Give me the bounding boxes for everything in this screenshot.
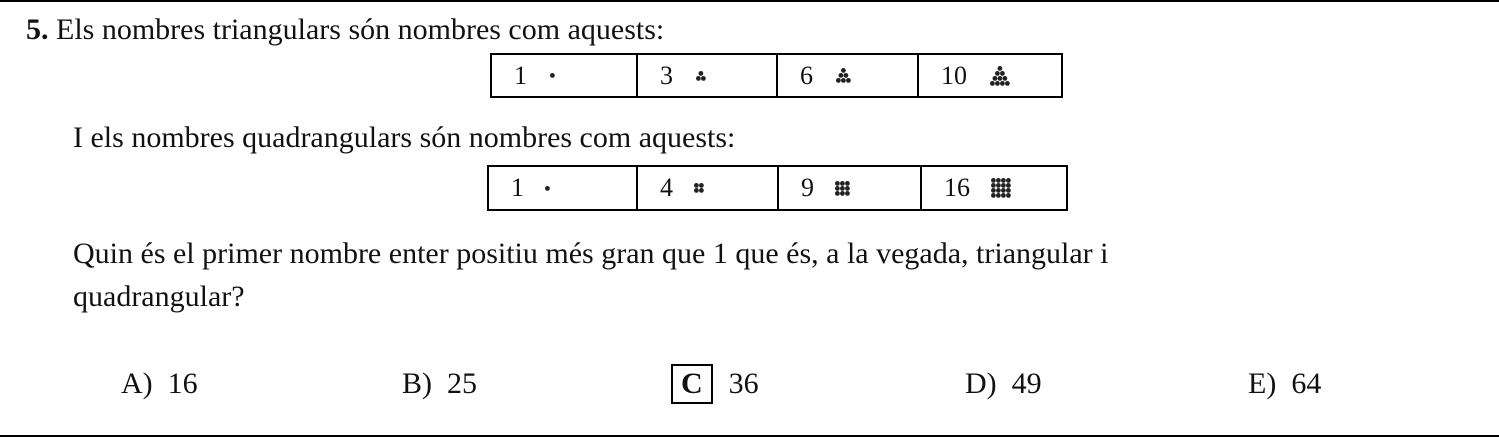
option-b[interactable] bbox=[402, 366, 477, 402]
dot bbox=[844, 73, 849, 78]
dot bbox=[1001, 188, 1006, 193]
square-value: 16 bbox=[944, 173, 970, 202]
dot bbox=[998, 66, 1003, 71]
dot bbox=[841, 68, 846, 73]
option-c-correct[interactable] bbox=[671, 364, 759, 404]
square-dot-figure bbox=[990, 177, 1012, 199]
dot bbox=[696, 76, 701, 81]
dot bbox=[1001, 178, 1006, 183]
dot bbox=[996, 188, 1001, 193]
dot bbox=[1000, 71, 1005, 76]
prompt-line-2: quadrangular? bbox=[73, 280, 245, 313]
square-numbers-table bbox=[487, 165, 1068, 211]
square-dot-figure bbox=[834, 180, 851, 197]
square-value: 1 bbox=[511, 173, 524, 202]
dot bbox=[995, 71, 1000, 76]
dot bbox=[996, 193, 1001, 198]
square-cell bbox=[638, 167, 779, 209]
dot bbox=[845, 181, 850, 186]
square-cell bbox=[922, 167, 1066, 209]
dot bbox=[835, 181, 840, 186]
option-value: 25 bbox=[447, 367, 477, 400]
triangular-dot-figure bbox=[989, 65, 1011, 87]
dot bbox=[996, 178, 1001, 183]
intro-square-text: I els nombres quadrangulars són nombres com aquests: bbox=[73, 121, 736, 154]
dot bbox=[991, 183, 996, 188]
dot bbox=[1006, 188, 1011, 193]
triangular-dot-figure bbox=[695, 70, 707, 82]
dot bbox=[841, 78, 846, 83]
square-cell bbox=[779, 167, 922, 209]
dot bbox=[1006, 183, 1011, 188]
dot bbox=[840, 181, 845, 186]
option-value: 16 bbox=[167, 367, 198, 400]
triangular-cell bbox=[919, 55, 1061, 96]
dot bbox=[1000, 81, 1005, 86]
dot bbox=[699, 71, 704, 76]
dot bbox=[991, 188, 996, 193]
triangular-dot-figure bbox=[835, 67, 852, 84]
option-value: 64 bbox=[1291, 367, 1322, 400]
dot bbox=[995, 81, 1000, 86]
dot bbox=[993, 76, 998, 81]
triangular-cell bbox=[778, 55, 919, 96]
correct-answer-box: C bbox=[671, 364, 713, 404]
option-value: 36 bbox=[728, 367, 759, 400]
dot bbox=[699, 183, 704, 188]
dot bbox=[1006, 178, 1011, 183]
square-value: 9 bbox=[801, 173, 814, 202]
dot bbox=[1005, 81, 1010, 86]
square-dot-figure bbox=[693, 182, 705, 194]
intro-triangular-text: Els nombres triangulars són nombres com aquests: bbox=[56, 13, 665, 46]
dot bbox=[694, 188, 699, 193]
triangular-value: 1 bbox=[514, 60, 527, 90]
dot bbox=[699, 188, 704, 193]
option-value: 49 bbox=[1011, 367, 1042, 400]
triangular-value: 6 bbox=[800, 60, 813, 90]
dot bbox=[840, 186, 845, 191]
dot bbox=[1003, 76, 1008, 81]
bottom-rule bbox=[0, 435, 1499, 437]
triangular-cell bbox=[492, 55, 638, 96]
prompt-line-1: Quin és el primer nombre enter positiu més gran que 1 que és, a la vegada, triangular i bbox=[73, 237, 1109, 270]
dot bbox=[998, 76, 1003, 81]
top-rule bbox=[0, 0, 1499, 2]
square-dot-figure bbox=[544, 185, 551, 192]
dot bbox=[1001, 193, 1006, 198]
dot bbox=[845, 191, 850, 196]
dot bbox=[836, 78, 841, 83]
triangular-numbers-table bbox=[490, 53, 1063, 98]
dot bbox=[701, 76, 706, 81]
option-d[interactable] bbox=[965, 366, 1042, 402]
dot bbox=[550, 73, 555, 78]
triangular-value: 3 bbox=[660, 60, 673, 90]
triangular-cell bbox=[638, 55, 778, 96]
dot bbox=[991, 193, 996, 198]
square-cell bbox=[489, 167, 638, 209]
triangular-dot-figure bbox=[549, 72, 556, 79]
question-intro-triangular bbox=[26, 12, 664, 48]
question-number: 5. bbox=[26, 13, 49, 46]
option-letter: B) bbox=[402, 367, 432, 400]
dot bbox=[996, 183, 1001, 188]
dot bbox=[694, 183, 699, 188]
dot bbox=[1001, 183, 1006, 188]
option-a[interactable] bbox=[121, 366, 198, 402]
square-value: 4 bbox=[660, 173, 673, 202]
dot bbox=[839, 73, 844, 78]
dot bbox=[990, 81, 995, 86]
dot bbox=[845, 186, 850, 191]
option-letter: A) bbox=[121, 367, 153, 400]
triangular-value: 10 bbox=[941, 60, 967, 90]
dot bbox=[1006, 193, 1011, 198]
option-e[interactable] bbox=[1248, 366, 1321, 402]
dot bbox=[846, 78, 851, 83]
dot bbox=[835, 191, 840, 196]
dot bbox=[840, 191, 845, 196]
option-letter: D) bbox=[965, 367, 997, 400]
dot bbox=[545, 186, 550, 191]
option-letter: E) bbox=[1248, 367, 1277, 400]
dot bbox=[835, 186, 840, 191]
dot bbox=[991, 178, 996, 183]
